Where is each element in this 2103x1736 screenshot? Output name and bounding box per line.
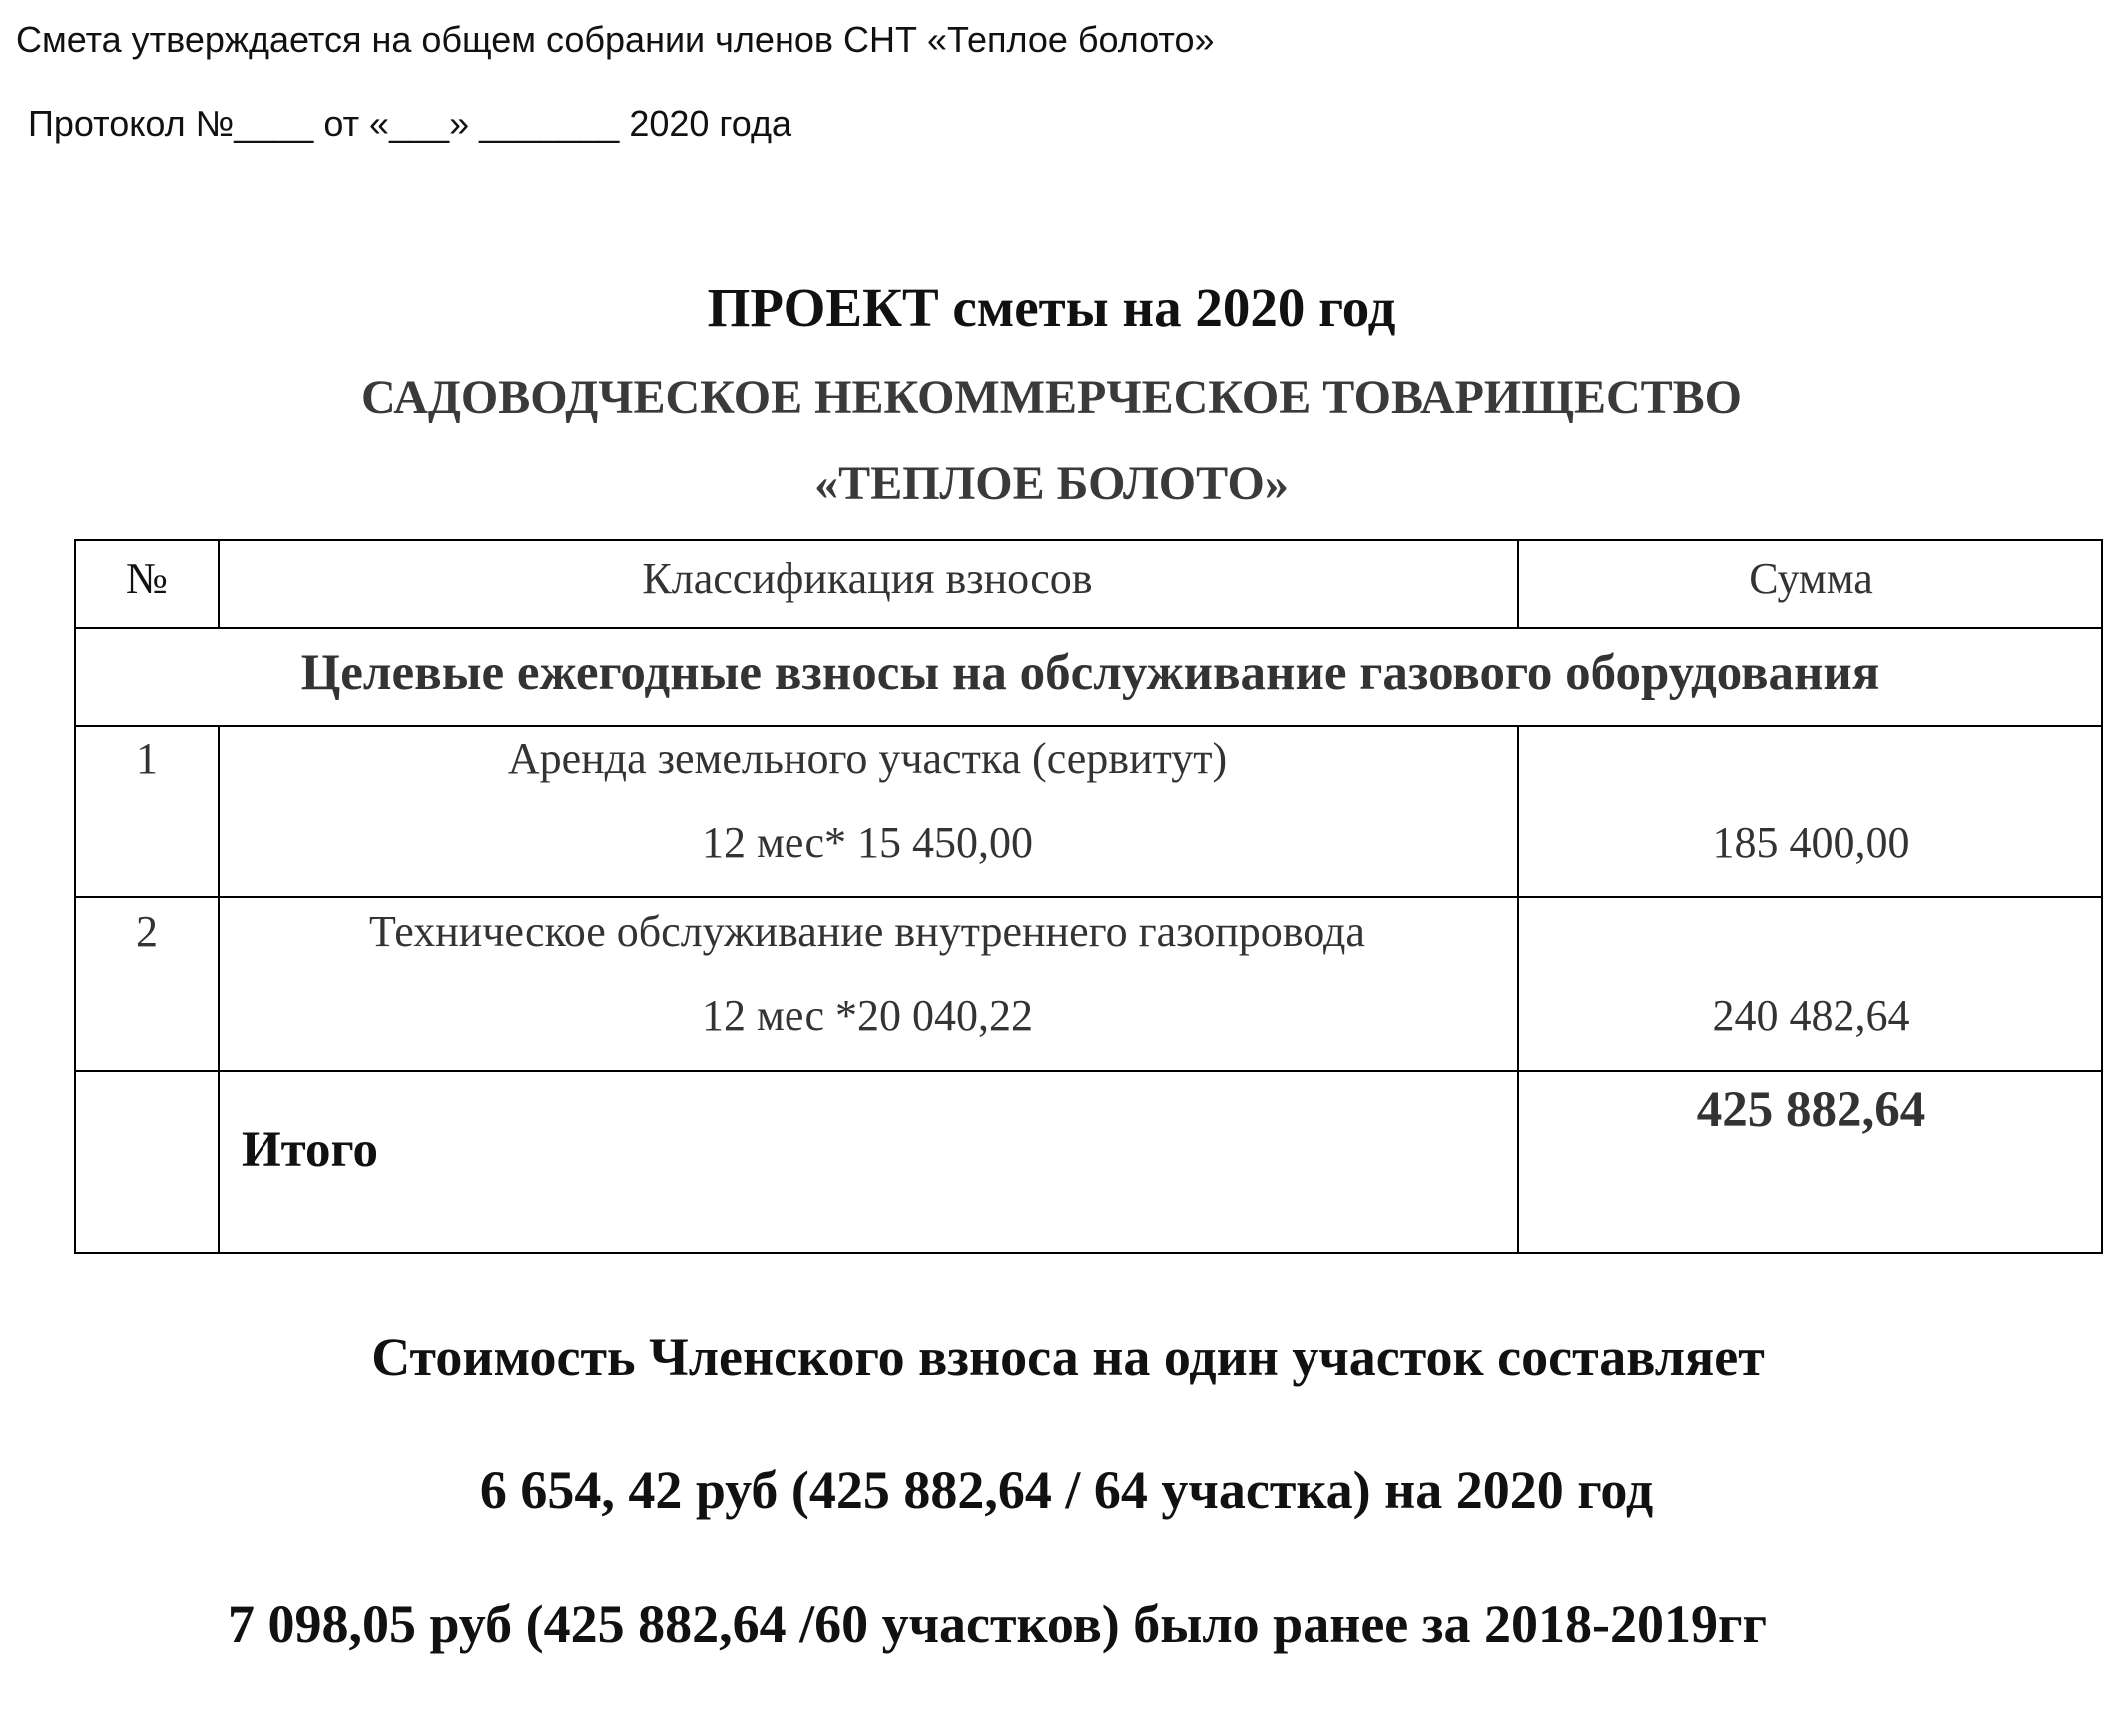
column-header-classification: Классификация взносов (642, 554, 1093, 603)
row-calculation: 12 мес* 15 450,00 (702, 818, 1033, 867)
summary-line-2: 6 654, 42 руб (425 882,64 / 64 участка) на 2020 год (479, 1460, 1654, 1520)
row-name: Аренда земельного участка (сервитут) (507, 734, 1228, 783)
row-name: Техническое обслуживание внутреннего газопровода (369, 907, 1365, 956)
organization-name-line2: «ТЕПЛОЕ БОЛОТО» (814, 457, 1289, 510)
table-divider (76, 627, 2101, 629)
table-divider (76, 725, 2101, 727)
column-header-number: № (126, 554, 168, 603)
row-number: 2 (136, 907, 158, 956)
protocol-line: Протокол №____ от «___» _______ 2020 года (28, 103, 791, 144)
summary-line-1: Стоимость Членского взноса на один участок составляет (371, 1327, 1765, 1387)
section-title: Целевые ежегодные взносы на обслуживание газового оборудования (300, 645, 1880, 701)
row-sum: 185 400,00 (1712, 818, 1910, 867)
table-divider (76, 1070, 2101, 1072)
summary-line-3: 7 098,05 руб (425 882,64 /60 участков) было ранее за 2018-2019гг (227, 1594, 1767, 1654)
column-header-sum: Сумма (1749, 554, 1873, 603)
total-sum: 425 882,64 (1696, 1082, 1926, 1138)
approval-note: Смета утверждается на общем собрании членов СНТ «Теплое болото» (16, 19, 1215, 60)
document-title: ПРОЕКТ сметы на 2020 год (707, 278, 1396, 338)
estimate-table (74, 539, 2103, 1254)
row-sum: 240 482,64 (1712, 991, 1910, 1040)
total-label: Итого (242, 1122, 378, 1178)
row-number: 1 (136, 734, 158, 783)
organization-name-line1: САДОВОДЧЕСКОЕ НЕКОММЕРЧЕСКОЕ ТОВАРИЩЕСТВО (360, 371, 1743, 424)
table-divider (76, 896, 2101, 898)
row-calculation: 12 мес *20 040,22 (702, 991, 1033, 1040)
